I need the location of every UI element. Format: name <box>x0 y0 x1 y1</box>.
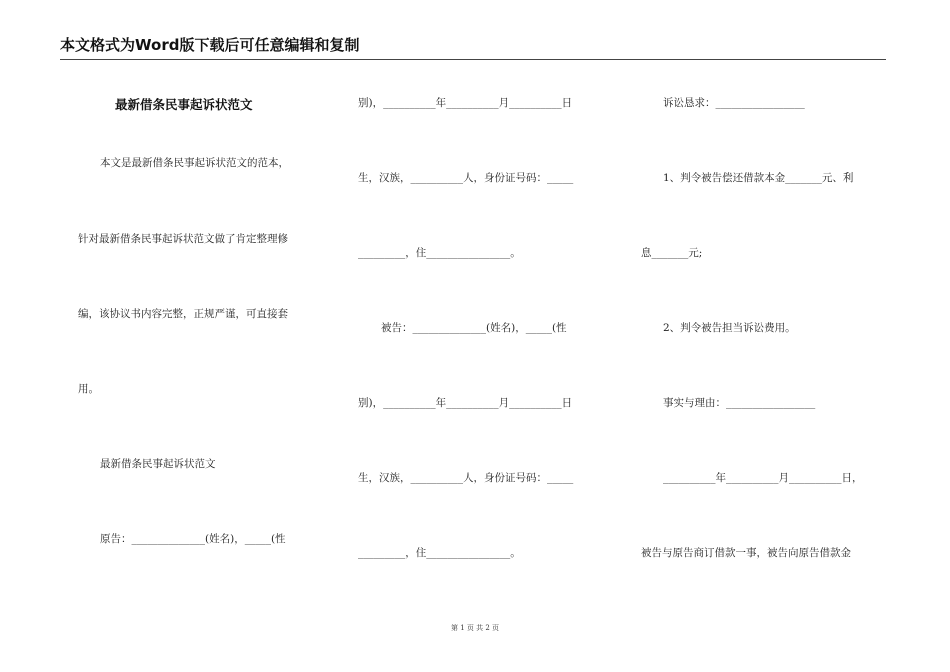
col2-line-7: _________，住________________。 <box>358 547 521 559</box>
col3-line-3: 息_______元; <box>641 247 703 259</box>
col1-line-6: 原告：______________(姓名)，_____(性 <box>100 533 286 545</box>
col1-line-4: 用。 <box>78 383 99 395</box>
document-title: 最新借条民事起诉状范文 <box>115 97 253 112</box>
col1-line-1: 本文是最新借条民事起诉状范文的范本， <box>100 157 289 169</box>
col1-line-2: 针对最新借条民事起诉状范文做了肯定整理修 <box>78 233 288 245</box>
col2-line-2: 生，汉族，__________人，身份证号码：_____ <box>358 172 574 184</box>
col1-line-3: 编，该协议书内容完整，正规严谨，可直接套 <box>78 308 288 320</box>
col2-line-4: 被告：______________(姓名)，_____(性 <box>381 322 567 334</box>
page-footer: 第 1 页 共 2 页 <box>450 624 500 632</box>
col3-line-6: __________年__________月__________日， <box>663 472 863 484</box>
col3-line-7: 被告与原告商订借款一事，被告向原告借款金 <box>641 547 851 559</box>
col2-line-3: _________，住________________。 <box>358 247 521 259</box>
col2-line-1: 别)，__________年__________月__________日 <box>358 97 573 109</box>
col2-line-6: 生，汉族，__________人，身份证号码：_____ <box>358 472 574 484</box>
document-header: 本文格式为Word版下载后可任意编辑和复制 <box>60 34 886 60</box>
col3-line-5: 事实与理由：_________________ <box>663 397 816 409</box>
col2-line-5: 别)，__________年__________月__________日 <box>358 397 573 409</box>
col3-line-1: 诉讼恳求：_________________ <box>663 97 805 109</box>
col3-line-2: 1、判令被告偿还借款本金_______元、利 <box>663 172 854 184</box>
col3-line-4: 2、判令被告担当诉讼费用。 <box>663 322 796 334</box>
col1-line-5: 最新借条民事起诉状范文 <box>100 458 216 470</box>
